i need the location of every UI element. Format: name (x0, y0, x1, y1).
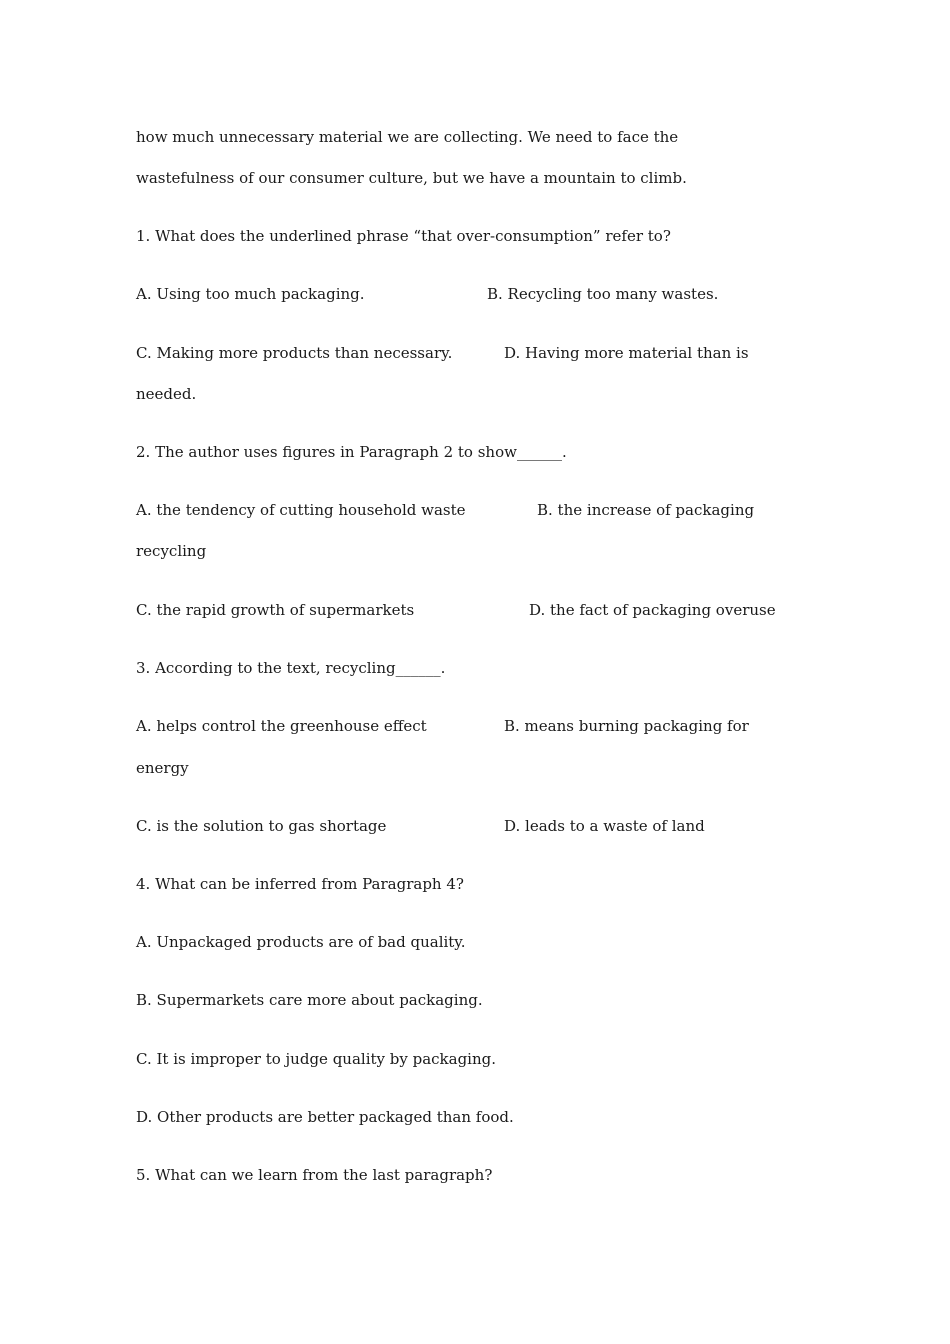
option-a: A. helps control the greenhouse effect (136, 717, 427, 735)
option-c: C. Making more products than necessary. (136, 344, 453, 362)
question-stem: 5. What can we learn from the last paragraph? (136, 1166, 493, 1184)
question-stem: 2. The author uses figures in Paragraph 2 to show______. (136, 443, 567, 461)
option-a: A. the tendency of cutting household waste (136, 501, 466, 519)
option-b: B. the increase of packaging (537, 501, 755, 519)
option-b: B. means burning packaging for (504, 717, 749, 735)
question-stem: 1. What does the underlined phrase “that over-consumption” refer to? (136, 227, 671, 245)
option-d: D. Having more material than is (504, 344, 749, 362)
passage-line: how much unnecessary material we are collecting. We need to face the (136, 128, 679, 146)
option-wrap: needed. (136, 385, 197, 403)
option-b: B. Supermarkets care more about packaging. (136, 991, 483, 1009)
option-d: D. leads to a waste of land (504, 817, 705, 835)
option-c: C. the rapid growth of supermarkets (136, 601, 415, 619)
option-wrap: energy (136, 759, 189, 777)
option-c: C. It is improper to judge quality by packaging. (136, 1050, 497, 1068)
option-d: D. Other products are better packaged than food. (136, 1108, 514, 1126)
option-b: B. Recycling too many wastes. (487, 285, 719, 303)
option-wrap: recycling (136, 542, 207, 560)
passage-line: wastefulness of our consumer culture, but we have a mountain to climb. (136, 169, 687, 187)
option-a: A. Using too much packaging. (136, 285, 365, 303)
question-stem: 4. What can be inferred from Paragraph 4? (136, 875, 464, 893)
option-d: D. the fact of packaging overuse (529, 601, 776, 619)
option-c: C. is the solution to gas shortage (136, 817, 387, 835)
option-a: A. Unpackaged products are of bad quality. (136, 933, 466, 951)
question-stem: 3. According to the text, recycling______. (136, 659, 446, 677)
